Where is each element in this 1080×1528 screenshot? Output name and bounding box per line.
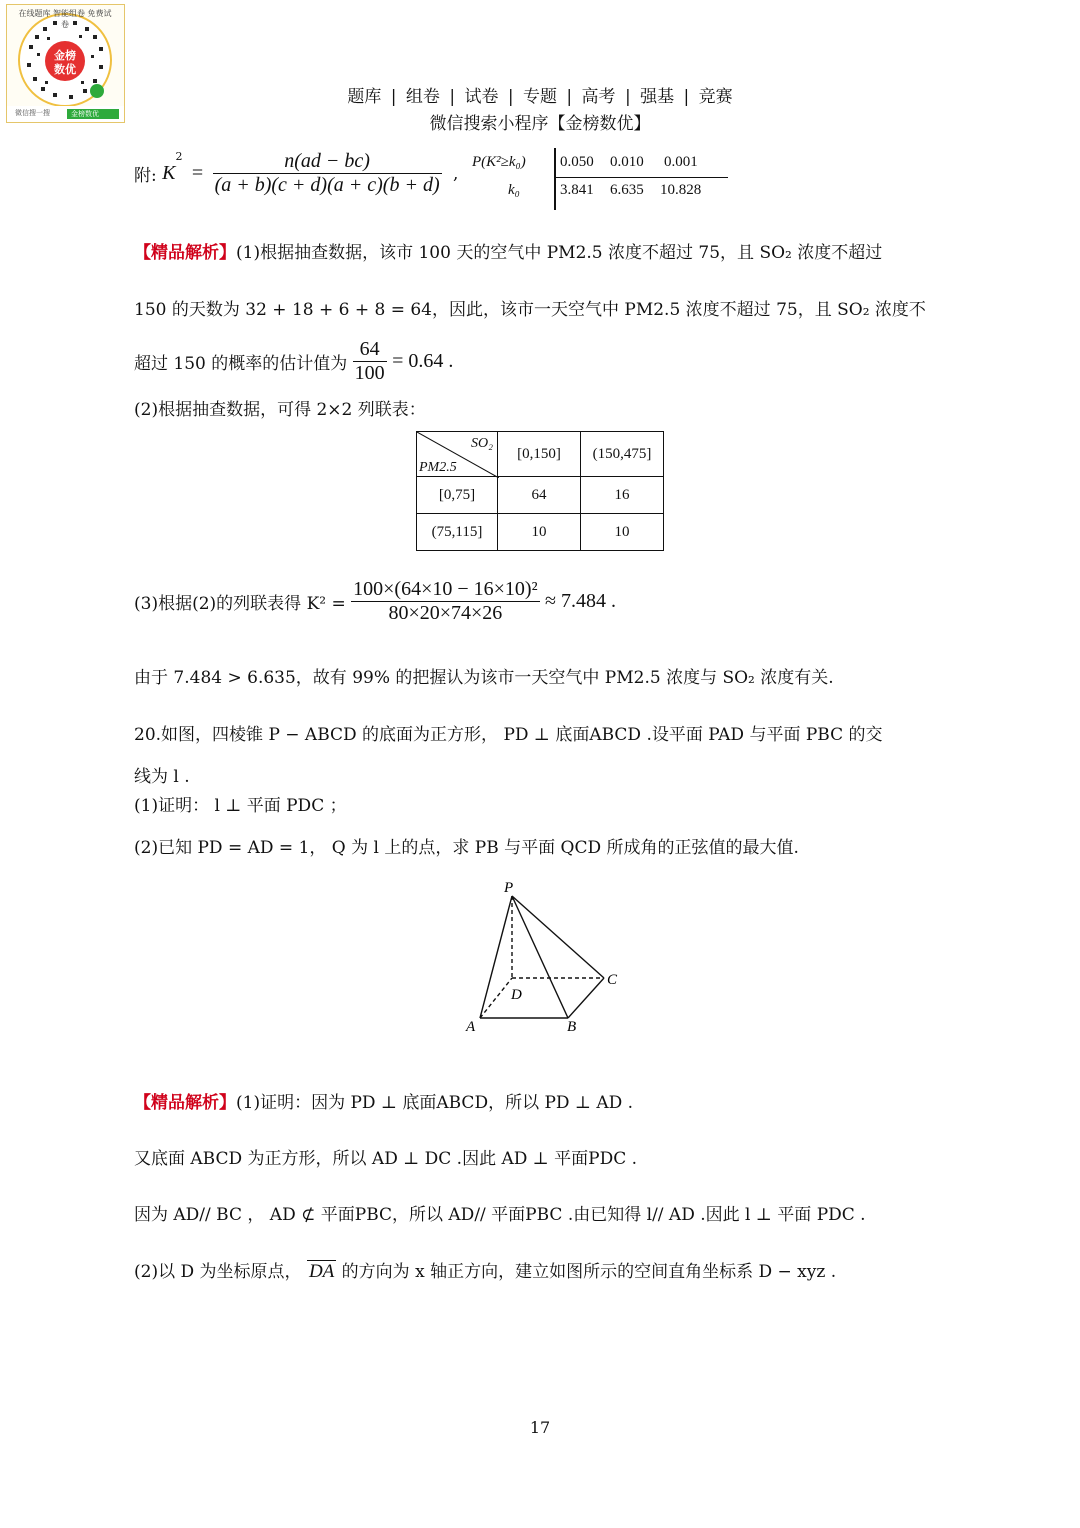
pyramid-figure — [460, 878, 660, 1038]
table-cell: 16 — [581, 477, 664, 514]
formula-k2 — [134, 150, 458, 197]
header-subtitle: 微信搜索小程序【金榜数优】 — [429, 114, 651, 134]
solution19-line3 — [134, 338, 453, 385]
solution-label: 【精品解析】 — [134, 243, 236, 263]
row-label: (75,115] — [417, 514, 498, 551]
solution19-p3-post: = 0.64 . — [392, 350, 454, 372]
solution19-p5-post: ≈ 7.484 . — [544, 590, 616, 612]
problem20-l4: (2)已知 PD = AD = 1， Q 为 l 上的点，求 PB 与平面 QCD 所成角的正弦值的最大值. — [134, 838, 799, 858]
page-number: 17 — [529, 1418, 551, 1437]
formula-fraction — [213, 150, 442, 197]
col-header: (150,475] — [581, 432, 664, 477]
edge-PA — [480, 896, 512, 1018]
table-head-p: P(K²≥k₀) — [472, 154, 526, 170]
critical-values-table — [470, 148, 730, 210]
corner-bottom-label: PM2.5 — [419, 460, 457, 475]
nav-item-qiangji[interactable]: 强基 — [640, 87, 675, 107]
probability-num: 64 — [359, 338, 380, 360]
nav-sep: | — [390, 87, 397, 107]
solution19-p5-pre: (3)根据(2)的列联表得 K² = — [134, 594, 346, 614]
problem20-l2: 线为 l . — [134, 767, 190, 787]
solution20-l4-pre: (2)以 D 为坐标原点， — [134, 1262, 302, 1282]
problem20-l1: 20.如图，四棱锥 P − ABCD 的底面为正方形， PD ⊥ 底面ABCD .设平面 PAD 与平面 PBC 的交 — [134, 725, 883, 745]
solution19-line1 — [134, 238, 882, 263]
formula-den: (a + b)(c + d)(a + c)(b + d) — [214, 174, 440, 196]
k-value-3: 10.828 — [660, 182, 702, 198]
solution20-l1: (1)证明：因为 PD ⊥ 底面ABCD，所以 PD ⊥ AD . — [236, 1093, 634, 1113]
k-value-1: 3.841 — [560, 182, 594, 198]
solution20-l4-post: 的方向为 x 轴正方向，建立如图所示的空间直角坐标系 D − xyz . — [341, 1262, 837, 1282]
nav-item-tiku[interactable]: 题库 — [347, 87, 382, 107]
solution20-l2: 又底面 ABCD 为正方形，所以 AD ⊥ DC .因此 AD ⊥ 平面PDC . — [134, 1149, 638, 1169]
table-cell: 10 — [581, 514, 664, 551]
edge-BC — [568, 978, 604, 1018]
p-value-2: 0.010 — [610, 154, 644, 170]
label-B: B — [567, 1019, 577, 1035]
corner-top-label: SO₂ — [471, 436, 493, 451]
contingency-table — [416, 431, 664, 551]
nav-sep: | — [683, 87, 690, 107]
solution19-line5 — [134, 578, 616, 625]
problem20-l3: (1)证明： l ⊥ 平面 PDC ； — [134, 796, 347, 816]
col-header: [0,150] — [498, 432, 581, 477]
solution19-p3-pre: 超过 150 的概率的估计值为 — [134, 354, 348, 374]
probability-den: 100 — [354, 362, 385, 384]
qr-footer-right: 金榜数优 — [71, 110, 99, 118]
k-value-2: 6.635 — [610, 182, 644, 198]
solution19-p6: 由于 7.484 > 6.635，故有 99% 的把握认为该市一天空气中 PM2.5 浓度与 SO₂ 浓度有关. — [134, 668, 834, 688]
nav-item-zhuanti[interactable]: 专题 — [523, 87, 557, 107]
qr-footer-left: 微信搜一搜 — [15, 109, 50, 117]
k2-fraction — [351, 578, 539, 625]
edge-PC — [512, 896, 604, 978]
vector-DA: DA — [308, 1261, 335, 1282]
solution19-p2: 150 的天数为 32 + 18 + 6 + 8 = 64，因此，该市一天空气中 PM2.5 浓度不超过 75，且 SO₂ 浓度不 — [134, 300, 926, 320]
nav-item-shijuan[interactable]: 试卷 — [464, 87, 499, 107]
qr-center-text-1: 金榜 — [54, 49, 76, 62]
formula-num: n(ad − bc) — [284, 150, 370, 172]
formula-eq: = — [191, 162, 204, 184]
solution20-line1 — [134, 1088, 633, 1113]
formula-sq: 2 — [175, 150, 183, 163]
label-D: D — [511, 987, 522, 1003]
p-value-3: 0.001 — [664, 154, 698, 170]
row-label: [0,75] — [417, 477, 498, 514]
nav-item-gaokao[interactable]: 高考 — [581, 87, 616, 107]
label-C: C — [607, 972, 618, 988]
solution-label: 【精品解析】 — [134, 1093, 236, 1113]
p-value-1: 0.050 — [560, 154, 594, 170]
k2-den: 80×20×74×26 — [351, 601, 539, 625]
nav-sep: | — [566, 87, 573, 107]
nav-sep: | — [624, 87, 631, 107]
formula-prefix: 附: — [134, 166, 157, 186]
nav-item-jingsai[interactable]: 竞赛 — [698, 87, 733, 107]
header-nav — [0, 82, 1080, 107]
nav-sep: | — [449, 87, 456, 107]
table-cell: 64 — [498, 477, 581, 514]
k2-num: 100×(64×10 − 16×10)² — [353, 578, 538, 600]
solution19-p4: (2)根据抽查数据，可得 2×2 列联表： — [134, 400, 426, 420]
formula-k: K — [162, 162, 176, 184]
nav-item-zujuan[interactable]: 组卷 — [405, 87, 440, 107]
table-hline — [554, 177, 728, 178]
nav-sep: | — [507, 87, 514, 107]
probability-fraction — [353, 338, 387, 385]
table-corner-cell — [417, 432, 498, 477]
label-P: P — [504, 880, 514, 896]
solution19-p1: (1)根据抽查数据，该市 100 天的空气中 PM2.5 浓度不超过 75，且 SO₂ 浓度不超过 — [236, 243, 883, 263]
table-vline — [554, 148, 556, 210]
table-head-k: k₀ — [508, 182, 520, 198]
label-A: A — [466, 1019, 476, 1035]
qr-arc-text: 在线题库 智能组卷 免费试卷 — [18, 9, 112, 29]
solution20-l3: 因为 AD// BC ， AD ⊄ 平面PBC，所以 AD// 平面PBC .由已知得 l// AD .因此 l ⊥ 平面 PDC . — [134, 1205, 866, 1225]
formula-comma: , — [453, 163, 459, 184]
table-cell: 10 — [498, 514, 581, 551]
qr-center-text-2: 数优 — [54, 63, 76, 76]
solution20-line4 — [134, 1257, 836, 1283]
